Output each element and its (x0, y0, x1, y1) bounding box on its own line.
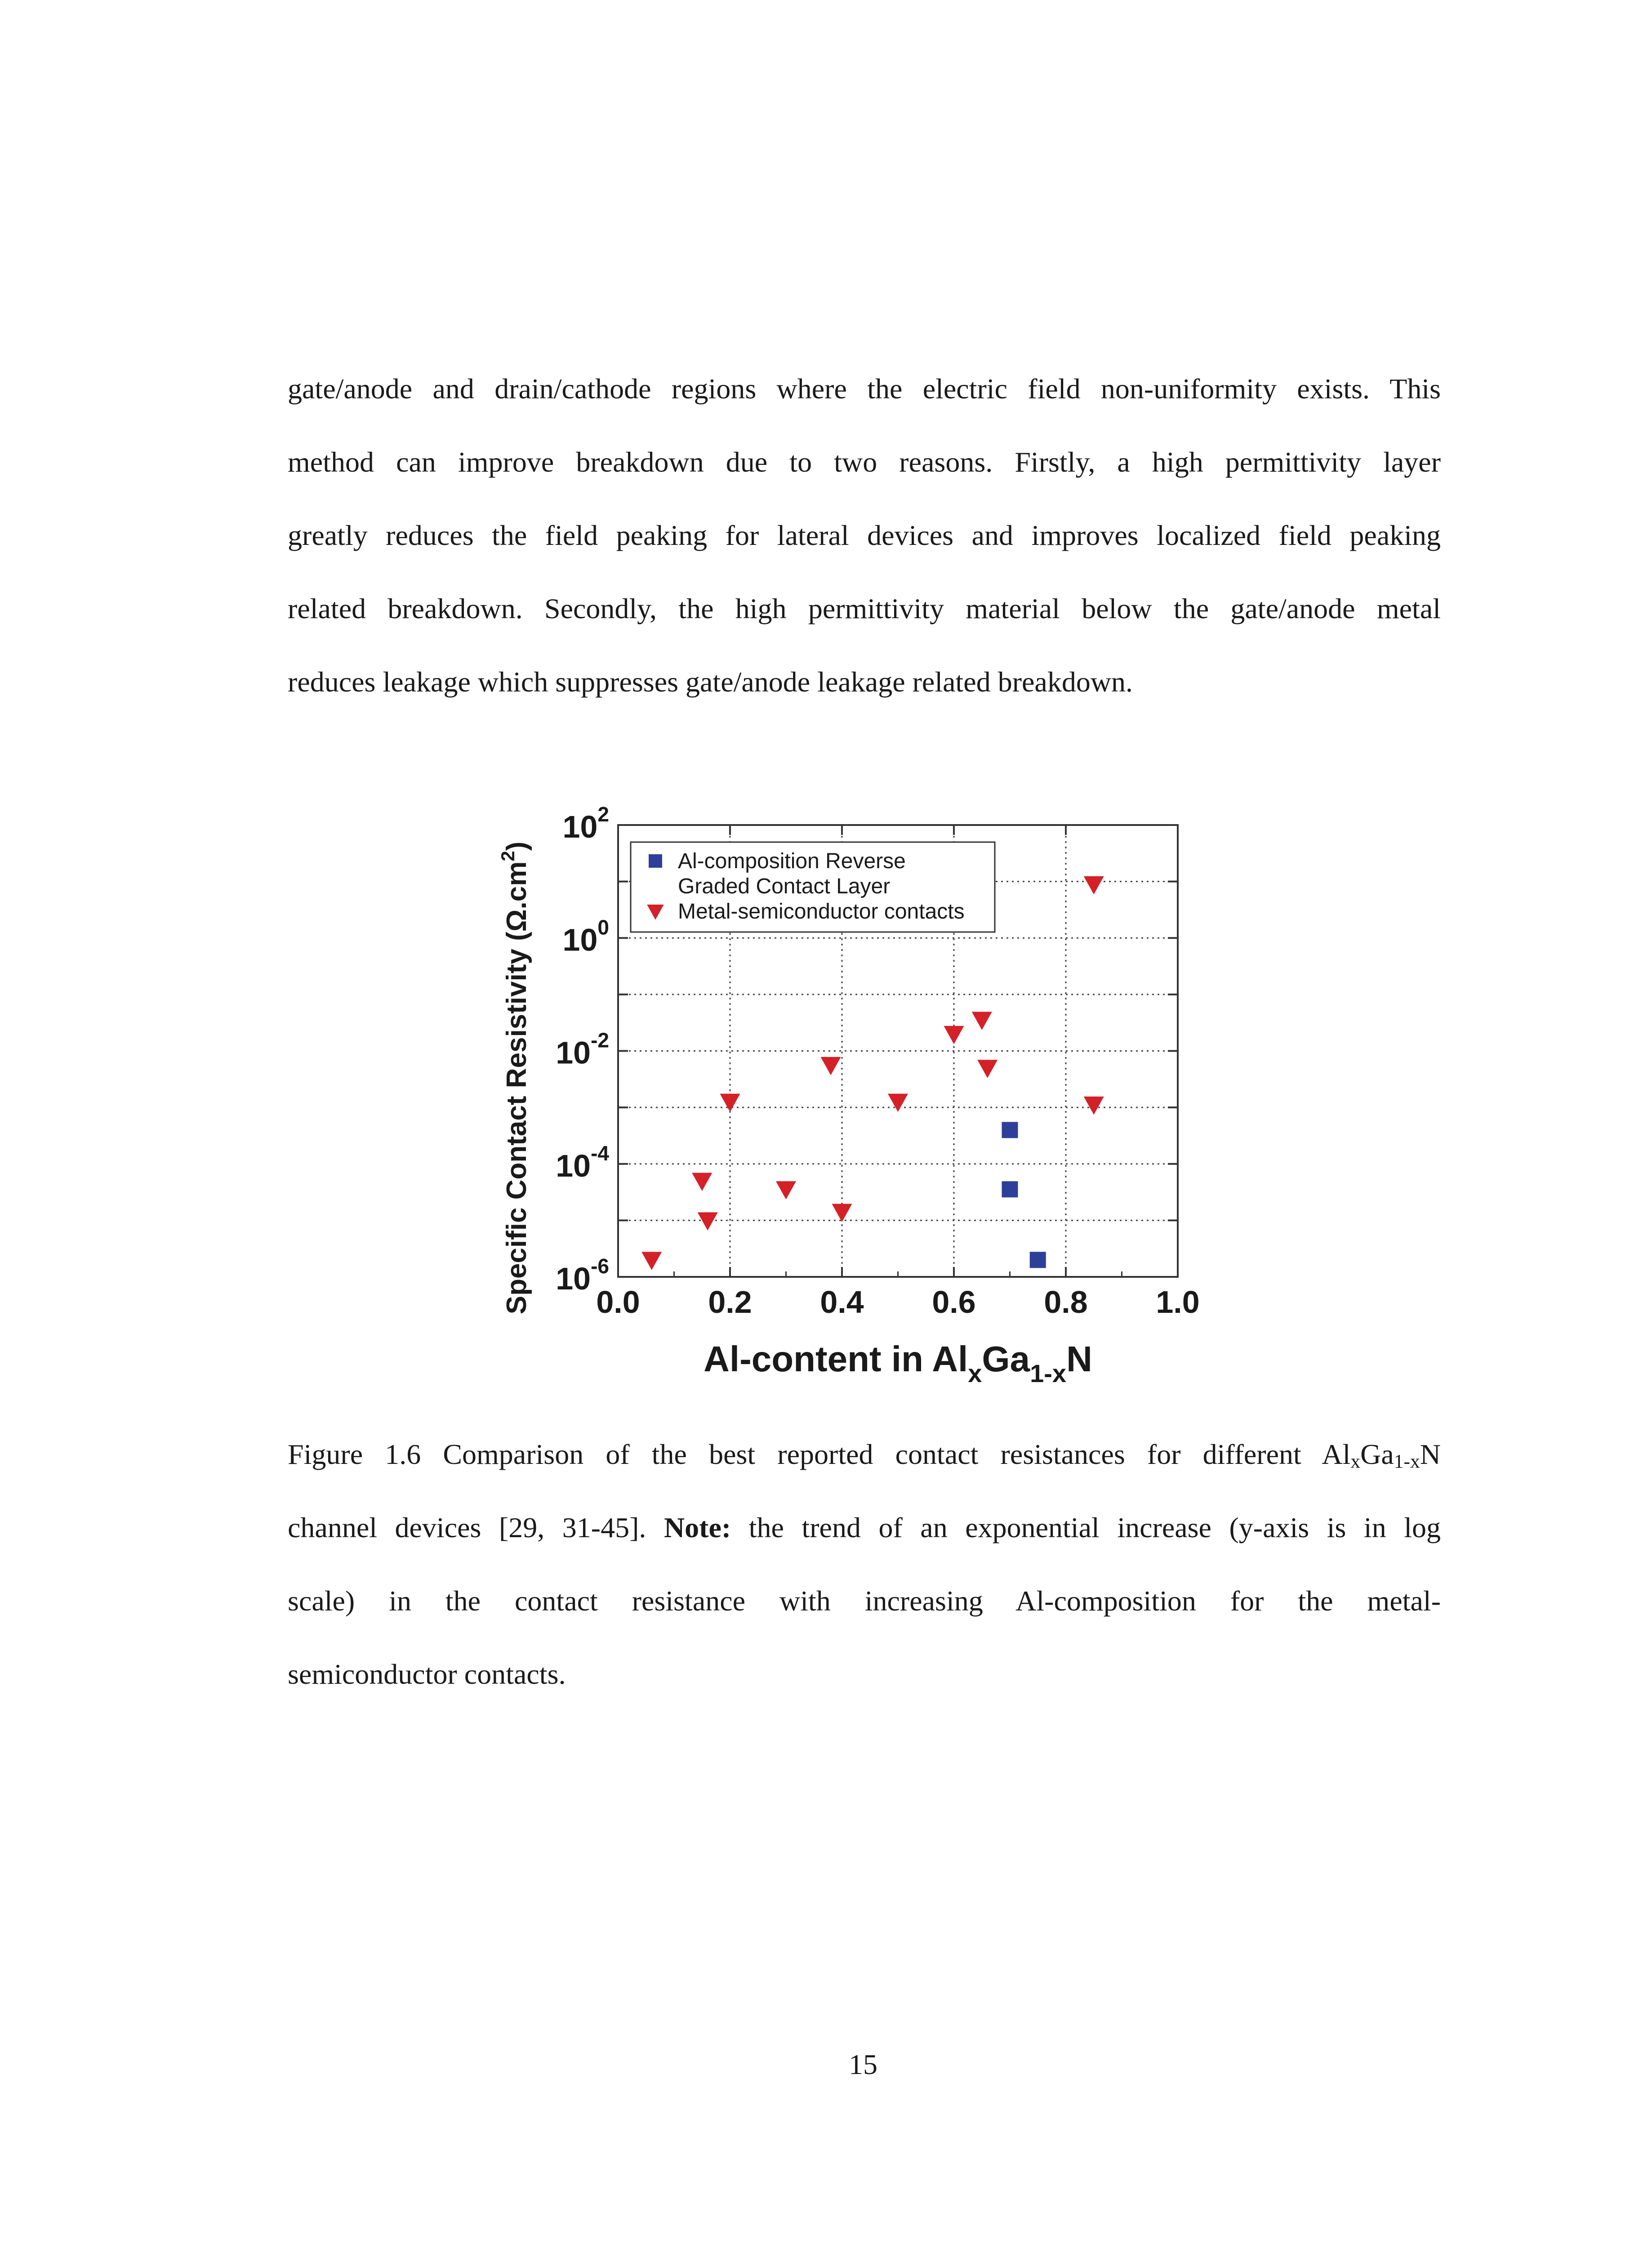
caption-text: N (1420, 1438, 1441, 1470)
data-point-square (1030, 1252, 1046, 1268)
data-point-triangle (977, 1060, 997, 1078)
data-point-triangle (692, 1173, 712, 1191)
y-tick-label: $10^0$ (562, 915, 609, 958)
data-point-triangle (1084, 876, 1104, 895)
y-tick-label: $10^{-6}$ (556, 1254, 609, 1296)
y-tick-label: $10^{-2}$ (556, 1028, 609, 1070)
y-axis-label: Specific Contact Resistivity $(\Omega.cm^2)$ (497, 841, 532, 1315)
caption-line: semiconductor contacts. (288, 1658, 566, 1690)
body-line: related breakdown. Secondly, the high permittivity material below the gate/anode metal (288, 593, 1441, 624)
data-point-triangle (972, 1012, 992, 1030)
legend-label: Graded Contact Layer (678, 874, 891, 898)
data-point-triangle (1084, 1097, 1104, 1115)
caption-subscript: 1-x (1394, 1450, 1420, 1472)
caption-subscript: x (1350, 1450, 1361, 1472)
scatter-plot (494, 764, 1259, 1385)
y-tick-label: $10^2$ (562, 803, 609, 844)
figure-chart (494, 764, 1259, 1385)
body-line: reduces leakage which suppresses gate/anode leakage related breakdown. (288, 666, 1133, 698)
body-line: method can improve breakdown due to two reasons. Firstly, a high permittivity layer (288, 446, 1441, 478)
data-point-triangle (720, 1094, 740, 1112)
body-paragraph (288, 352, 1441, 718)
legend (631, 842, 995, 932)
caption-text: Ga (1360, 1438, 1394, 1470)
caption-line (288, 1491, 1441, 1564)
body-line: gate/anode and drain/cathode regions where the electric field non-uniformity exists. This (288, 373, 1441, 405)
data-point-square (1002, 1122, 1018, 1138)
figure-caption (288, 1418, 1441, 1711)
caption-note-label: Note: (663, 1512, 731, 1543)
caption-text: channel devices [29, 31-45]. (288, 1512, 664, 1543)
x-tick-label: 0.4 (820, 1285, 864, 1320)
data-point-triangle (944, 1026, 964, 1044)
caption-line: scale) in the contact resistance with increasing Al-composition for the metal- (288, 1585, 1441, 1617)
x-tick-label: 0.6 (932, 1285, 976, 1320)
page-number: 15 (849, 2048, 877, 2080)
legend-label: Al-composition Reverse (678, 849, 906, 873)
data-point-square (1002, 1181, 1018, 1197)
legend-label: Metal-semiconductor contacts (678, 900, 965, 923)
data-points (641, 876, 1104, 1270)
x-tick-label: 1.0 (1156, 1285, 1200, 1320)
caption-line (288, 1418, 1441, 1491)
body-line: greatly reduces the field peaking for lateral devices and improves localized field peaking (288, 519, 1441, 551)
data-point-triangle (776, 1181, 796, 1200)
y-tick-label: $10^{-4}$ (556, 1141, 609, 1183)
data-point-triangle (821, 1057, 841, 1075)
caption-text: Figure 1.6 Comparison of the best reported contact resistances for different Al (288, 1438, 1351, 1470)
x-tick-label: 0.2 (708, 1285, 752, 1320)
x-axis-label: Al-content in $Al_xGa_{1-x}N$ (704, 1339, 1092, 1385)
data-point-triangle (698, 1212, 718, 1231)
x-tick-label: 0.8 (1044, 1285, 1088, 1320)
data-point-triangle (888, 1094, 908, 1112)
caption-text: the trend of an exponential increase (y-axis is in log (731, 1512, 1441, 1543)
data-point-triangle (832, 1204, 852, 1222)
data-point-triangle (641, 1252, 662, 1270)
legend-marker (649, 854, 662, 868)
x-tick-label: 0.0 (596, 1285, 640, 1320)
